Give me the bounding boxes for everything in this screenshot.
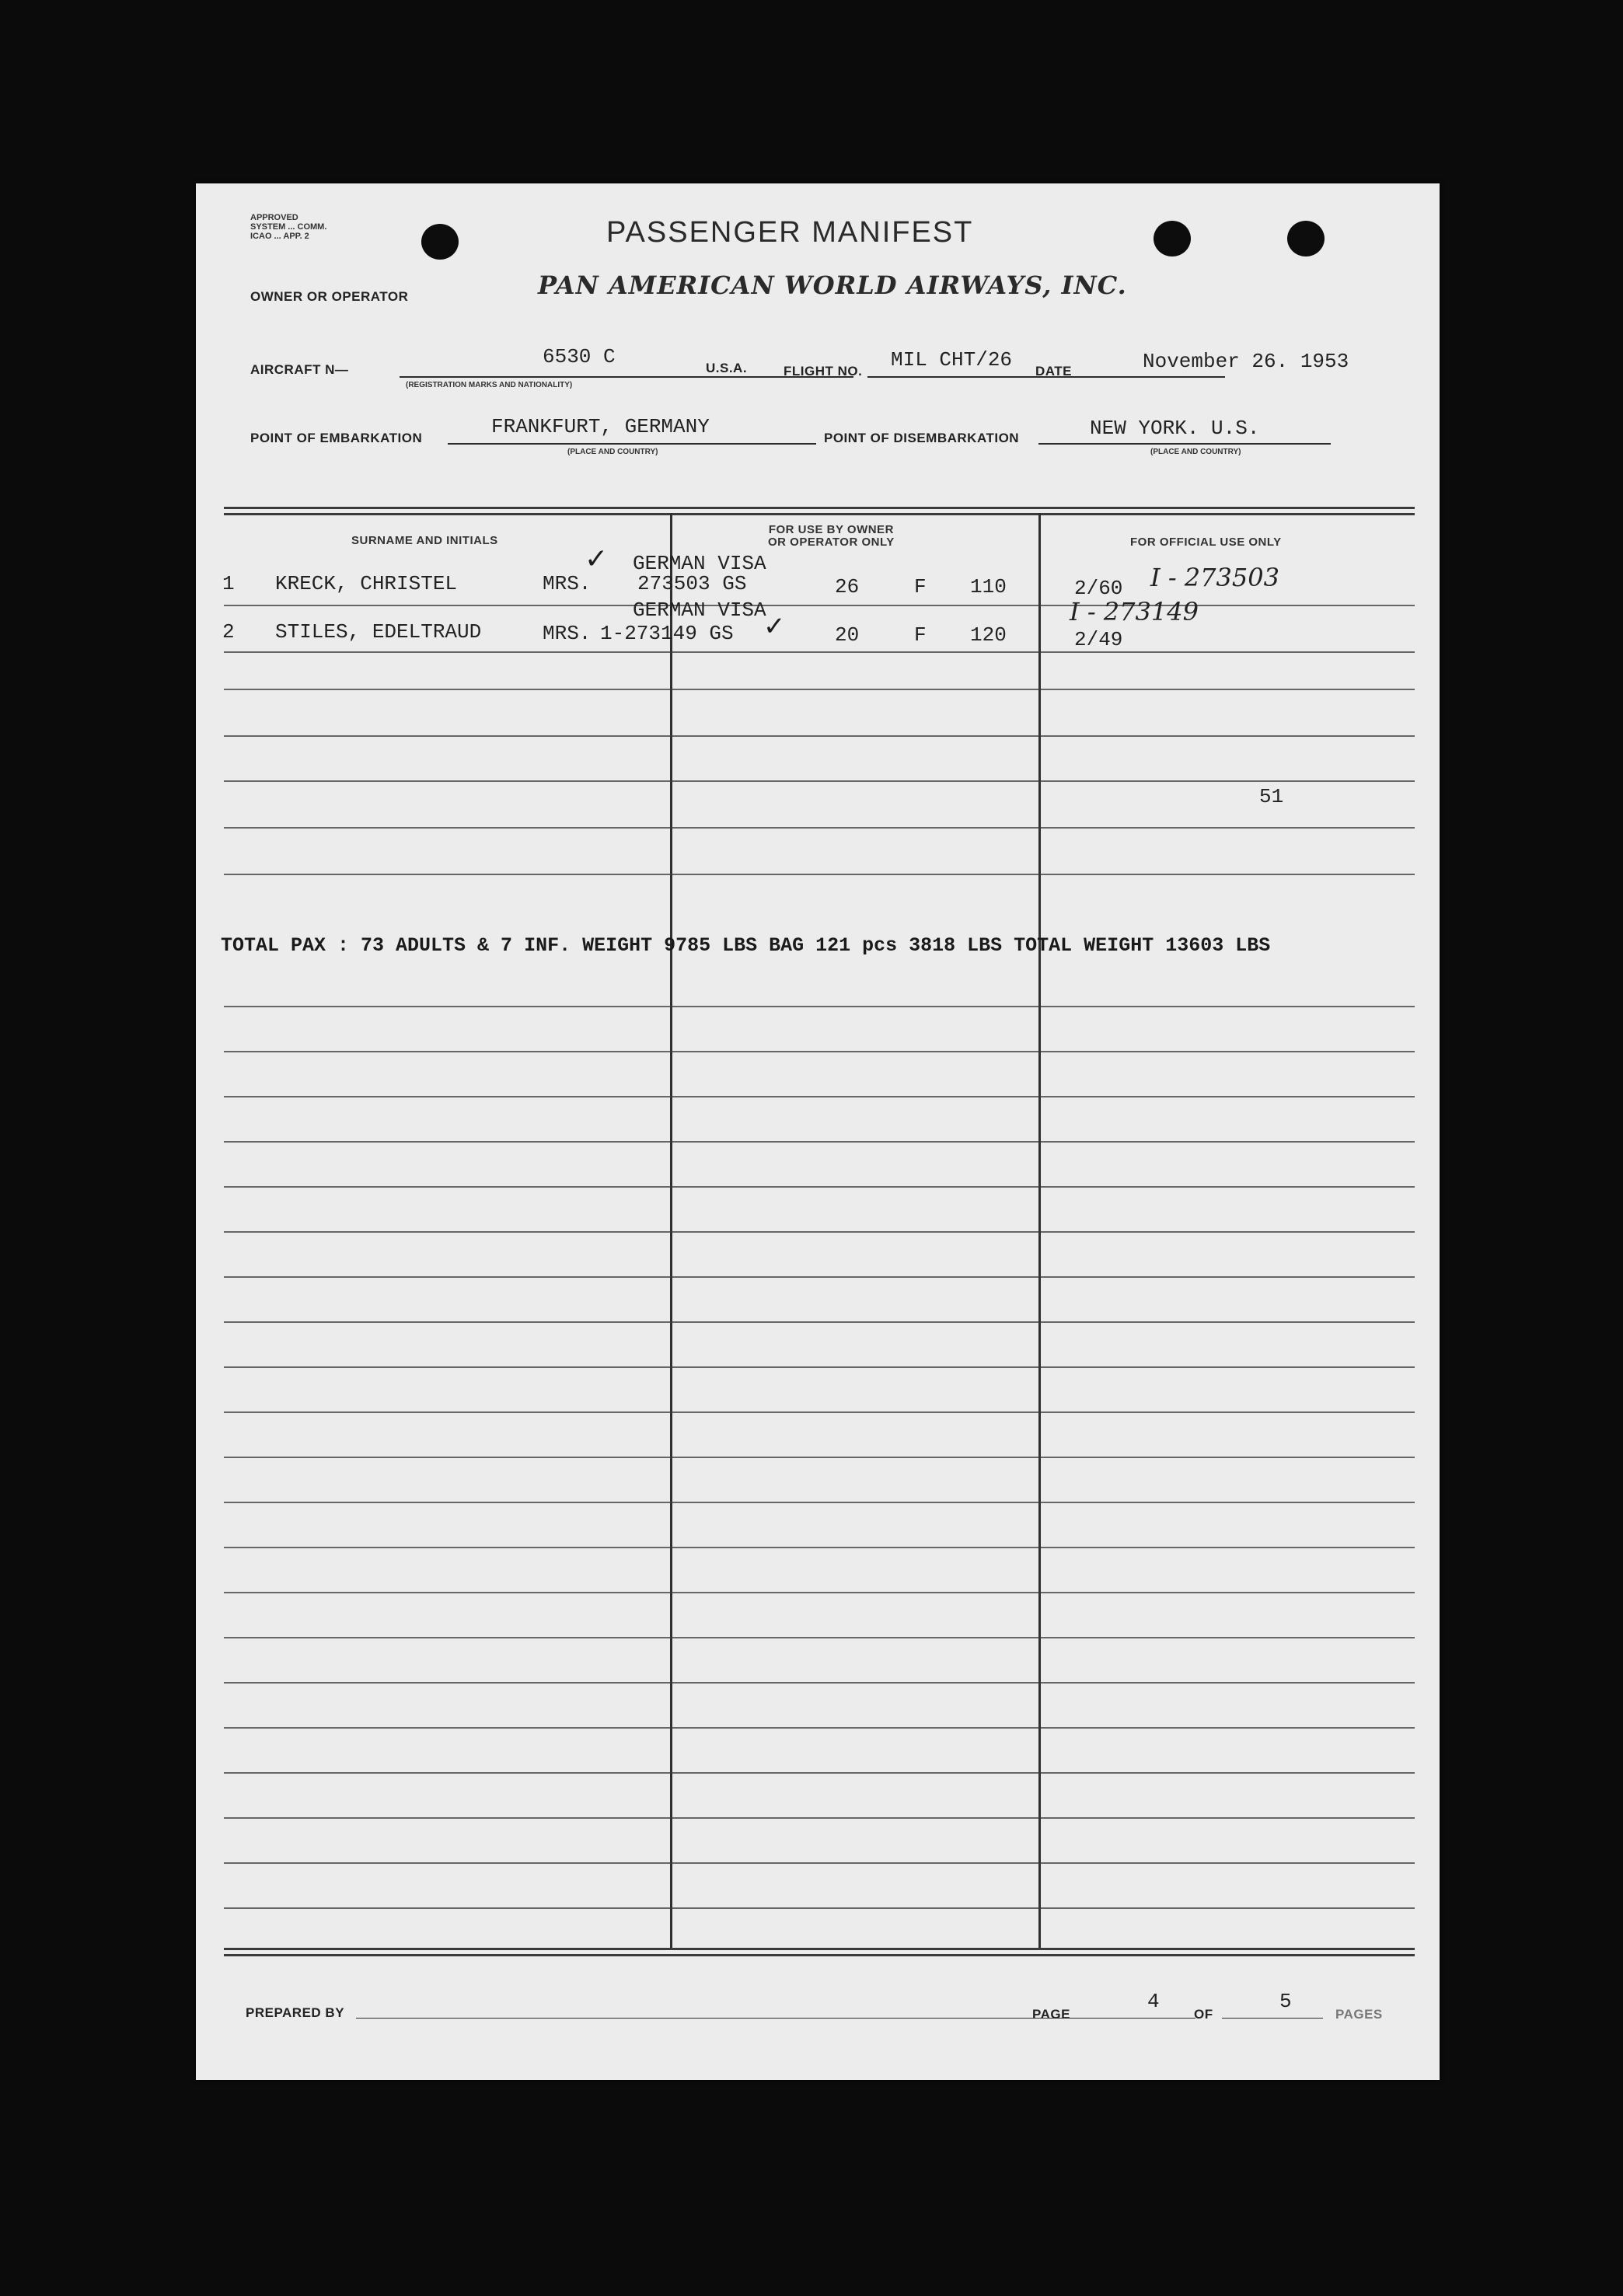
row-rule <box>224 651 1415 653</box>
row-rule <box>224 1051 1415 1052</box>
checkmark-icon: ✓ <box>585 543 609 574</box>
table-bottom-rule <box>224 1948 1415 1950</box>
visa-label: GERMAN VISA <box>633 598 766 622</box>
row-rule <box>224 1862 1415 1864</box>
name-column-header: SURNAME AND INITIALS <box>351 534 498 547</box>
row-rule <box>224 1907 1415 1909</box>
row-rule <box>224 1547 1415 1548</box>
passenger-name: KRECK, CHRISTEL <box>275 572 458 595</box>
passenger-title: MRS. <box>543 622 592 645</box>
punch-hole-right-2 <box>1287 221 1325 256</box>
page-value: 4 <box>1147 1990 1160 2013</box>
punch-hole-right-1 <box>1154 221 1191 256</box>
passenger-title: MRS. <box>543 572 592 595</box>
aircraft-value: 6530 C <box>543 345 616 368</box>
passenger-name: STILES, EDELTRAUD <box>275 620 482 644</box>
date-value: November 26. 1953 <box>1143 350 1349 373</box>
row-rule <box>224 1276 1415 1278</box>
row-rule <box>224 1366 1415 1368</box>
visa-number: 1-273149 GS <box>600 622 734 645</box>
usa-label: U.S.A. <box>706 361 748 375</box>
stamp-number: 51 <box>1259 785 1284 808</box>
table-bottom-rule-2 <box>224 1954 1415 1956</box>
airline-name: PAN AMERICAN WORLD AIRWAYS, INC. <box>538 270 1127 300</box>
row-rule <box>224 780 1415 782</box>
row-rule <box>224 1772 1415 1774</box>
visa-number: 273503 GS <box>637 572 747 595</box>
owner-label: OWNER OR OPERATOR <box>250 289 409 304</box>
row-rule <box>224 1727 1415 1729</box>
of-label: OF <box>1194 2007 1213 2022</box>
embarkation-label: POINT OF EMBARKATION <box>250 431 423 445</box>
embarkation-value: FRANKFURT, GERMANY <box>491 415 710 438</box>
row-rule <box>224 689 1415 690</box>
row-rule <box>224 605 1415 606</box>
disembarkation-underline <box>1038 443 1331 445</box>
row-rule <box>224 1321 1415 1323</box>
total-summary: TOTAL PAX : 73 ADULTS & 7 INF. WEIGHT 9785 LBS BAG 121 pcs 3818 LBS TOTAL WEIGHT 13603 LBS <box>221 934 1271 957</box>
embarkation-caption: (PLACE AND COUNTRY) <box>567 448 658 456</box>
official-handwritten-number: I - 273503 <box>1150 563 1279 592</box>
official-code: 2/49 <box>1074 628 1123 651</box>
pages-label: PAGES <box>1335 2007 1383 2022</box>
official-use-column-header: FOR OFFICIAL USE ONLY <box>1130 536 1282 549</box>
row-number: 2 <box>222 620 235 644</box>
embarkation-underline <box>448 443 816 445</box>
official-code: 2/60 <box>1074 577 1123 600</box>
disembarkation-caption: (PLACE AND COUNTRY) <box>1150 448 1241 456</box>
passenger-weight: 110 <box>970 575 1007 598</box>
approval-note: APPROVED SYSTEM ... COMM. ICAO ... APP. 2 <box>250 213 327 241</box>
row-rule <box>224 1457 1415 1458</box>
row-rule <box>224 1502 1415 1503</box>
flight-label: FLIGHT NO. <box>784 364 863 379</box>
of-underline <box>1222 2018 1323 2019</box>
of-value: 5 <box>1279 1990 1292 2013</box>
punch-hole-left <box>421 224 459 260</box>
passenger-age: 20 <box>835 623 860 647</box>
row-rule <box>224 1682 1415 1684</box>
passenger-sex: F <box>914 623 927 647</box>
official-handwritten-number: I - 273149 <box>1070 597 1199 626</box>
visa-label: GERMAN VISA <box>633 552 766 575</box>
manifest-page <box>196 183 1440 2080</box>
row-rule <box>224 1592 1415 1593</box>
checkmark-icon: ✓ <box>763 612 786 641</box>
table-top-rule-2 <box>224 513 1415 515</box>
registration-caption: (REGISTRATION MARKS AND NATIONALITY) <box>406 381 573 389</box>
disembarkation-value: NEW YORK. U.S. <box>1090 417 1260 440</box>
passenger-weight: 120 <box>970 623 1007 647</box>
page-label: PAGE <box>1032 2007 1070 2022</box>
form-title: PASSENGER MANIFEST <box>606 216 974 249</box>
row-rule <box>224 874 1415 875</box>
owner-use-column-header: FOR USE BY OWNER OR OPERATOR ONLY <box>768 523 895 549</box>
prepared-by-label: PREPARED BY <box>246 2005 345 2020</box>
passenger-sex: F <box>914 575 927 598</box>
row-rule <box>224 1637 1415 1638</box>
row-rule <box>224 735 1415 737</box>
passenger-age: 26 <box>835 575 860 598</box>
row-rule <box>224 1141 1415 1143</box>
row-rule <box>224 1411 1415 1413</box>
row-number: 1 <box>222 572 235 595</box>
row-rule <box>224 1006 1415 1007</box>
row-rule <box>224 1231 1415 1233</box>
aircraft-label: AIRCRAFT N— <box>250 362 349 377</box>
row-rule <box>224 1186 1415 1188</box>
table-top-rule <box>224 507 1415 509</box>
row-rule <box>224 1817 1415 1819</box>
date-label: DATE <box>1035 364 1073 379</box>
row-rule <box>224 827 1415 829</box>
row-rule <box>224 1096 1415 1097</box>
flight-value: MIL CHT/26 <box>891 348 1013 372</box>
disembarkation-label: POINT OF DISEMBARKATION <box>824 431 1020 445</box>
